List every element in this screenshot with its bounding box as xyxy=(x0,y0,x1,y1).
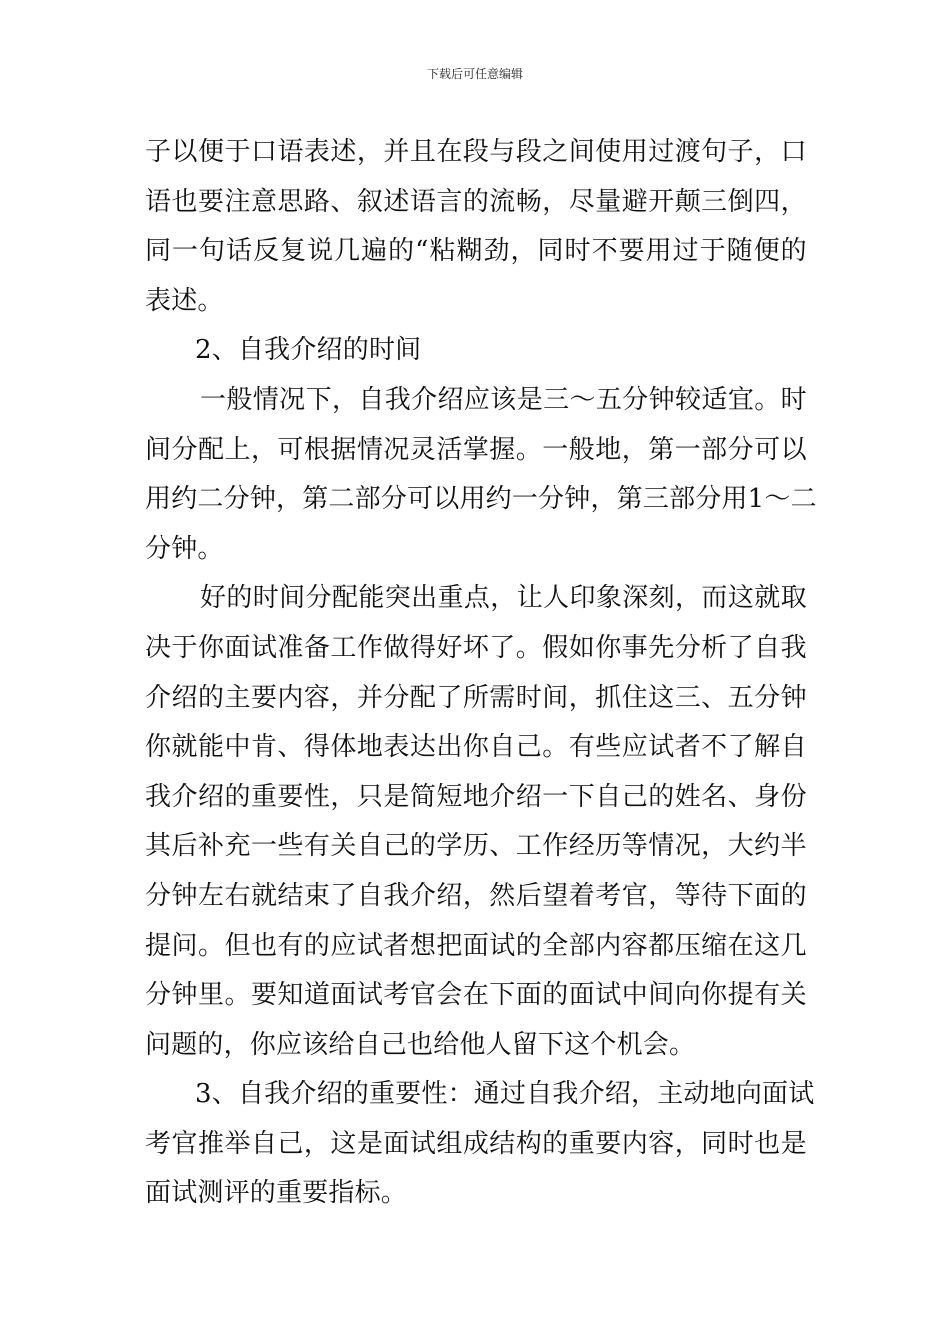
text-line: 好 的 时 间 分 配 能 突 出 重 点 ， 让 人 印 象 深 刻 ， 而 这 就 取 xyxy=(200,583,807,614)
text-line: 介 绍 的 主 要 内 容 ， 并 分 配 了 所 需 时 间 ， 抓 住 这 三 、 五 分 钟 xyxy=(145,682,807,713)
document-body xyxy=(145,132,817,1223)
text-line: 问题的，你应该给自己也给他人留下这个机会。 xyxy=(145,1029,696,1060)
text-line: 分 钟 左 右 就 结 束 了 自 我 介 绍 ， 然 后 望 着 考 官 ， 等 待 下 面 的 xyxy=(145,880,807,911)
text-line: 语 也 要 注 意 思 路 、 叙 述 语 言 的 流 畅 ， 尽 量 避 开 颠 三 倒 四 ， xyxy=(145,186,807,217)
text-line: 子 以 便 于 口 语 表 述 ， 并 且 在 段 与 段 之 间 使 用 过 渡 句 子 ， 口 xyxy=(145,137,807,167)
text-line: 分 钟 里 。 要 知 道 面 试 考 官 会 在 下 面 的 面 试 中 间 向 你 提 有 关 xyxy=(145,980,807,1011)
page-header: 下载后可任意编辑 xyxy=(426,67,523,81)
text-line: 3 、 自 我 介 绍 的 重 要 性 ： 通 过 自 我 介 绍 ， 主 动 地 向 面 试 xyxy=(195,1079,815,1110)
text-line: 一 般 情 况 下 ， 自 我 介 绍 应 该 是 三 ～ 五 分 钟 较 适 宜 。 时 xyxy=(200,384,807,415)
text-line: 分钟。 xyxy=(145,533,224,564)
text-line: 面试测评的重要指标。 xyxy=(145,1178,408,1209)
text-line: 提 问 。 但 也 有 的 应 试 者 想 把 面 试 的 全 部 内 容 都 压 缩 在 这 几 xyxy=(145,930,807,961)
text-line: 用 约 二 分 钟 ， 第 二 部 分 可 以 用 约 一 分 钟 ， 第 三 部 分 用 1 ～ 二 xyxy=(145,484,817,515)
text-line: 我 介 绍 的 重 要 性 ， 只 是 简 短 地 介 绍 一 下 自 己 的 姓 名 、 身 份 xyxy=(145,781,807,812)
text-line: 考 官 推 举 自 己 ， 这 是 面 试 组 成 结 构 的 重 要 内 容 ， 同 时 也 是 xyxy=(145,1128,807,1159)
text-line: 间 分 配 上 ， 可 根 据 情 况 灵 活 掌 握 。 一 般 地 ， 第 一 部 分 可 以 xyxy=(145,434,807,465)
text-line: 表述。 xyxy=(145,285,224,316)
text-line: 决 于 你 面 试 准 备 工 作 做 得 好 坏 了 。 假 如 你 事 先 分 析 了 自 我 xyxy=(145,632,807,663)
text-line: 2、自我介绍的时间 xyxy=(195,335,422,366)
text-line: 其 后 补 充 一 些 有 关 自 己 的 学 历 、 工 作 经 历 等 情 况 ， 大 约 半 xyxy=(145,831,807,862)
text-line: 同 一 句 话 反 复 说 几 遍 的 “ 粘 糊 劲 ， 同 时 不 要 用 过 于 随 便 的 xyxy=(145,236,807,267)
text-line: 你 就 能 中 肯 、 得 体 地 表 达 出 你 自 己 。 有 些 应 试 者 不 了 解 自 xyxy=(145,732,807,763)
